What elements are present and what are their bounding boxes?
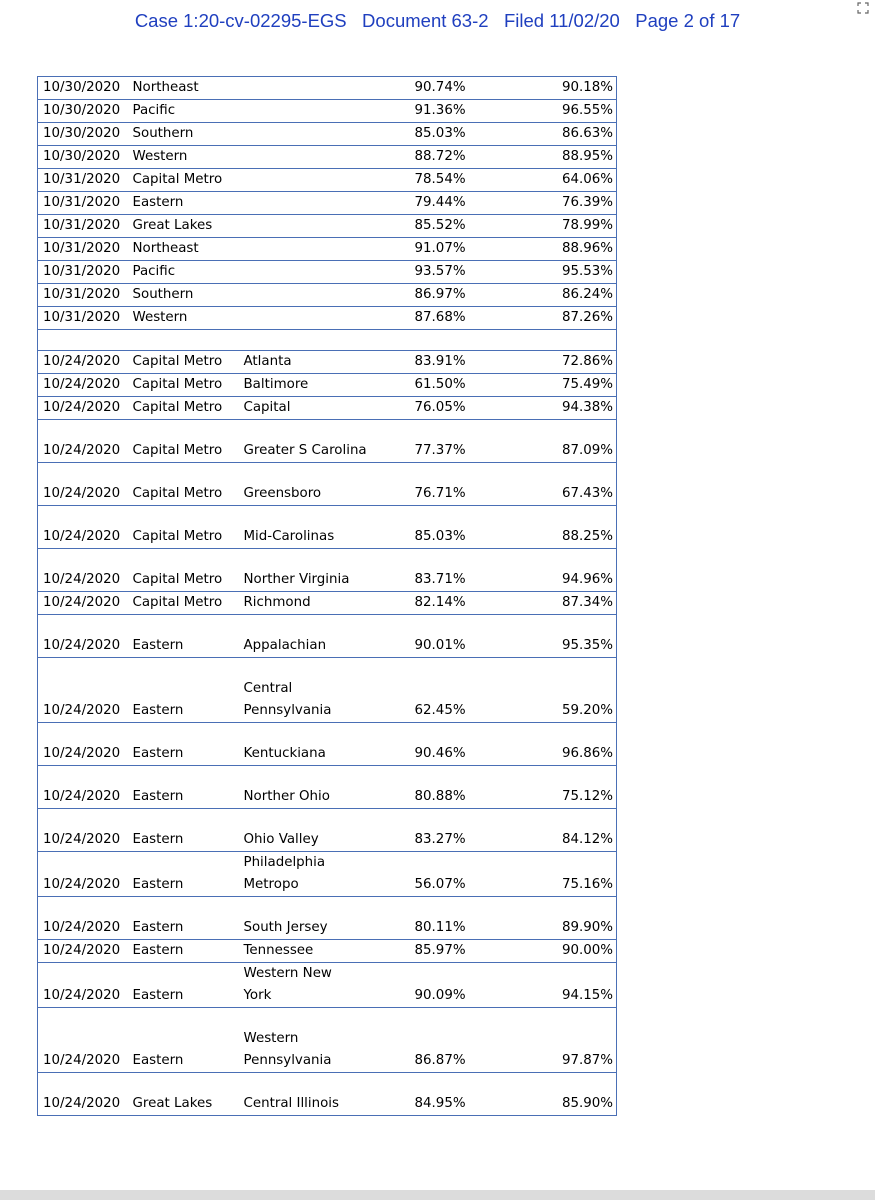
value-cell-2: 96.86% xyxy=(527,723,617,766)
district-cell xyxy=(242,284,415,307)
area-cell: Capital Metro xyxy=(129,169,242,192)
date-cell: 10/24/2020 xyxy=(38,549,129,592)
date-cell: 10/31/2020 xyxy=(38,169,129,192)
date-cell: 10/24/2020 xyxy=(38,420,129,463)
value-cell-2: 75.16% xyxy=(527,852,617,897)
value-cell-2 xyxy=(527,330,617,351)
table-row xyxy=(38,307,617,330)
value-cell-2: 94.15% xyxy=(527,963,617,1008)
district-cell: Central Pennsylvania xyxy=(242,658,415,723)
district-cell: Greater S Carolina xyxy=(242,420,415,463)
date-cell: 10/24/2020 xyxy=(38,397,129,420)
date-cell: 10/24/2020 xyxy=(38,374,129,397)
value-cell-2: 87.26% xyxy=(527,307,617,330)
area-cell: Northeast xyxy=(129,77,242,100)
value-cell-2: 90.00% xyxy=(527,940,617,963)
date-cell: 10/24/2020 xyxy=(38,463,129,506)
table-row xyxy=(38,397,617,420)
value-cell-1: 86.87% xyxy=(415,1008,527,1073)
value-cell-1: 76.05% xyxy=(415,397,527,420)
date-cell: 10/24/2020 xyxy=(38,723,129,766)
value-cell-1: 84.95% xyxy=(415,1073,527,1116)
value-cell-1: 56.07% xyxy=(415,852,527,897)
table-row xyxy=(38,615,617,658)
value-cell-2: 96.55% xyxy=(527,100,617,123)
area-cell: Western xyxy=(129,307,242,330)
value-cell-1: 85.03% xyxy=(415,506,527,549)
date-cell: 10/31/2020 xyxy=(38,284,129,307)
value-cell-2: 78.99% xyxy=(527,215,617,238)
value-cell-2: 87.34% xyxy=(527,592,617,615)
district-cell: South Jersey xyxy=(242,897,415,940)
date-cell: 10/30/2020 xyxy=(38,100,129,123)
value-cell-1: 83.71% xyxy=(415,549,527,592)
date-cell: 10/31/2020 xyxy=(38,261,129,284)
area-cell: Capital Metro xyxy=(129,351,242,374)
value-cell-2: 94.96% xyxy=(527,549,617,592)
date-cell: 10/31/2020 xyxy=(38,307,129,330)
value-cell-2: 90.18% xyxy=(527,77,617,100)
district-cell xyxy=(242,100,415,123)
value-cell-1: 80.88% xyxy=(415,766,527,809)
area-cell: Eastern xyxy=(129,940,242,963)
value-cell-1: 93.57% xyxy=(415,261,527,284)
date-cell: 10/24/2020 xyxy=(38,506,129,549)
value-cell-1: 61.50% xyxy=(415,374,527,397)
area-cell: Eastern xyxy=(129,658,242,723)
area-cell: Capital Metro xyxy=(129,397,242,420)
value-cell-1: 90.74% xyxy=(415,77,527,100)
value-cell-1: 83.27% xyxy=(415,809,527,852)
area-cell: Eastern xyxy=(129,615,242,658)
value-cell-2: 72.86% xyxy=(527,351,617,374)
document-header: Case 1:20-cv-02295-EGS Document 63-2 Filed 11/02/20 Page 2 of 17 xyxy=(134,10,741,31)
table-row xyxy=(38,123,617,146)
district-cell xyxy=(242,307,415,330)
date-cell: 10/24/2020 xyxy=(38,940,129,963)
area-cell: Southern xyxy=(129,123,242,146)
value-cell-1: 77.37% xyxy=(415,420,527,463)
area-cell: Capital Metro xyxy=(129,592,242,615)
value-cell-2: 95.53% xyxy=(527,261,617,284)
table-row xyxy=(38,506,617,549)
district-cell: Central Illinois xyxy=(242,1073,415,1116)
value-cell-1: 91.36% xyxy=(415,100,527,123)
area-cell: Great Lakes xyxy=(129,215,242,238)
area-cell: Eastern xyxy=(129,723,242,766)
value-cell-1: 85.97% xyxy=(415,940,527,963)
area-cell: Capital Metro xyxy=(129,506,242,549)
district-cell: Richmond xyxy=(242,592,415,615)
value-cell-2: 88.95% xyxy=(527,146,617,169)
table-row xyxy=(38,963,617,1008)
table-row xyxy=(38,100,617,123)
table-row xyxy=(38,658,617,723)
district-cell: Baltimore xyxy=(242,374,415,397)
area-cell: Capital Metro xyxy=(129,420,242,463)
table-row xyxy=(38,374,617,397)
value-cell-1: 85.52% xyxy=(415,215,527,238)
table-row xyxy=(38,723,617,766)
table-row xyxy=(38,809,617,852)
value-cell-1: 85.03% xyxy=(415,123,527,146)
district-cell: Mid-Carolinas xyxy=(242,506,415,549)
district-cell: Atlanta xyxy=(242,351,415,374)
table-row xyxy=(38,284,617,307)
value-cell-1: 90.46% xyxy=(415,723,527,766)
table-row xyxy=(38,215,617,238)
value-cell-2: 88.25% xyxy=(527,506,617,549)
area-cell: Capital Metro xyxy=(129,463,242,506)
district-cell: Capital xyxy=(242,397,415,420)
date-cell: 10/24/2020 xyxy=(38,852,129,897)
area-cell: Eastern xyxy=(129,766,242,809)
date-cell xyxy=(38,330,129,351)
table-row xyxy=(38,1073,617,1116)
value-cell-2: 67.43% xyxy=(527,463,617,506)
value-cell-1: 83.91% xyxy=(415,351,527,374)
table-body xyxy=(38,77,617,1116)
table-row xyxy=(38,852,617,897)
value-cell-1: 88.72% xyxy=(415,146,527,169)
value-cell-2: 85.90% xyxy=(527,1073,617,1116)
table-row xyxy=(38,330,617,351)
date-cell: 10/24/2020 xyxy=(38,1073,129,1116)
table-row xyxy=(38,549,617,592)
date-cell: 10/24/2020 xyxy=(38,897,129,940)
table-row xyxy=(38,146,617,169)
value-cell-1: 82.14% xyxy=(415,592,527,615)
value-cell-1: 76.71% xyxy=(415,463,527,506)
area-cell: Eastern xyxy=(129,809,242,852)
area-cell: Eastern xyxy=(129,1008,242,1073)
value-cell-2: 75.12% xyxy=(527,766,617,809)
value-cell-2: 59.20% xyxy=(527,658,617,723)
value-cell-1: 90.09% xyxy=(415,963,527,1008)
district-cell: Norther Virginia xyxy=(242,549,415,592)
value-cell-2: 86.63% xyxy=(527,123,617,146)
value-cell-1: 79.44% xyxy=(415,192,527,215)
date-cell: 10/31/2020 xyxy=(38,215,129,238)
date-cell: 10/24/2020 xyxy=(38,766,129,809)
district-cell xyxy=(242,146,415,169)
value-cell-1: 78.54% xyxy=(415,169,527,192)
district-cell: Tennessee xyxy=(242,940,415,963)
date-cell: 10/31/2020 xyxy=(38,238,129,261)
table-row xyxy=(38,897,617,940)
value-cell-1 xyxy=(415,330,527,351)
area-cell: Eastern xyxy=(129,852,242,897)
value-cell-2: 86.24% xyxy=(527,284,617,307)
data-table xyxy=(37,76,617,1116)
table-row xyxy=(38,766,617,809)
area-cell: Eastern xyxy=(129,963,242,1008)
table-row xyxy=(38,192,617,215)
table-row xyxy=(38,77,617,100)
district-cell: Appalachian xyxy=(242,615,415,658)
date-cell: 10/24/2020 xyxy=(38,615,129,658)
table-row xyxy=(38,351,617,374)
date-cell: 10/30/2020 xyxy=(38,123,129,146)
value-cell-1: 62.45% xyxy=(415,658,527,723)
area-cell xyxy=(129,330,242,351)
area-cell: Capital Metro xyxy=(129,374,242,397)
value-cell-2: 75.49% xyxy=(527,374,617,397)
value-cell-1: 86.97% xyxy=(415,284,527,307)
table-row xyxy=(38,592,617,615)
area-cell: Eastern xyxy=(129,897,242,940)
area-cell: Eastern xyxy=(129,192,242,215)
district-cell xyxy=(242,238,415,261)
district-cell xyxy=(242,77,415,100)
table-row xyxy=(38,261,617,284)
district-cell: Western New York xyxy=(242,963,415,1008)
table-row xyxy=(38,238,617,261)
district-cell xyxy=(242,215,415,238)
area-cell: Pacific xyxy=(129,100,242,123)
district-cell xyxy=(242,261,415,284)
date-cell: 10/30/2020 xyxy=(38,146,129,169)
area-cell: Great Lakes xyxy=(129,1073,242,1116)
district-cell xyxy=(242,330,415,351)
district-cell: Greensboro xyxy=(242,463,415,506)
table-row xyxy=(38,940,617,963)
value-cell-2: 95.35% xyxy=(527,615,617,658)
date-cell: 10/24/2020 xyxy=(38,963,129,1008)
value-cell-2: 84.12% xyxy=(527,809,617,852)
date-cell: 10/24/2020 xyxy=(38,1008,129,1073)
value-cell-2: 88.96% xyxy=(527,238,617,261)
date-cell: 10/31/2020 xyxy=(38,192,129,215)
expand-icon[interactable] xyxy=(857,2,871,14)
district-cell: Ohio Valley xyxy=(242,809,415,852)
area-cell: Pacific xyxy=(129,261,242,284)
value-cell-1: 91.07% xyxy=(415,238,527,261)
date-cell: 10/24/2020 xyxy=(38,351,129,374)
district-cell: Kentuckiana xyxy=(242,723,415,766)
value-cell-1: 80.11% xyxy=(415,897,527,940)
value-cell-2: 94.38% xyxy=(527,397,617,420)
area-cell: Southern xyxy=(129,284,242,307)
district-cell xyxy=(242,123,415,146)
district-cell: Western Pennsylvania xyxy=(242,1008,415,1073)
date-cell: 10/30/2020 xyxy=(38,77,129,100)
date-cell: 10/24/2020 xyxy=(38,809,129,852)
date-cell: 10/24/2020 xyxy=(38,592,129,615)
table-row xyxy=(38,169,617,192)
date-cell: 10/24/2020 xyxy=(38,658,129,723)
value-cell-2: 64.06% xyxy=(527,169,617,192)
district-cell xyxy=(242,169,415,192)
table-row xyxy=(38,420,617,463)
district-cell: Philadelphia Metropo xyxy=(242,852,415,897)
value-cell-2: 76.39% xyxy=(527,192,617,215)
area-cell: Western xyxy=(129,146,242,169)
area-cell: Capital Metro xyxy=(129,549,242,592)
value-cell-1: 87.68% xyxy=(415,307,527,330)
value-cell-2: 87.09% xyxy=(527,420,617,463)
area-cell: Northeast xyxy=(129,238,242,261)
value-cell-2: 89.90% xyxy=(527,897,617,940)
value-cell-1: 90.01% xyxy=(415,615,527,658)
district-cell: Norther Ohio xyxy=(242,766,415,809)
value-cell-2: 97.87% xyxy=(527,1008,617,1073)
table-row xyxy=(38,463,617,506)
footer-bar xyxy=(0,1190,875,1200)
table-row xyxy=(38,1008,617,1073)
district-cell xyxy=(242,192,415,215)
